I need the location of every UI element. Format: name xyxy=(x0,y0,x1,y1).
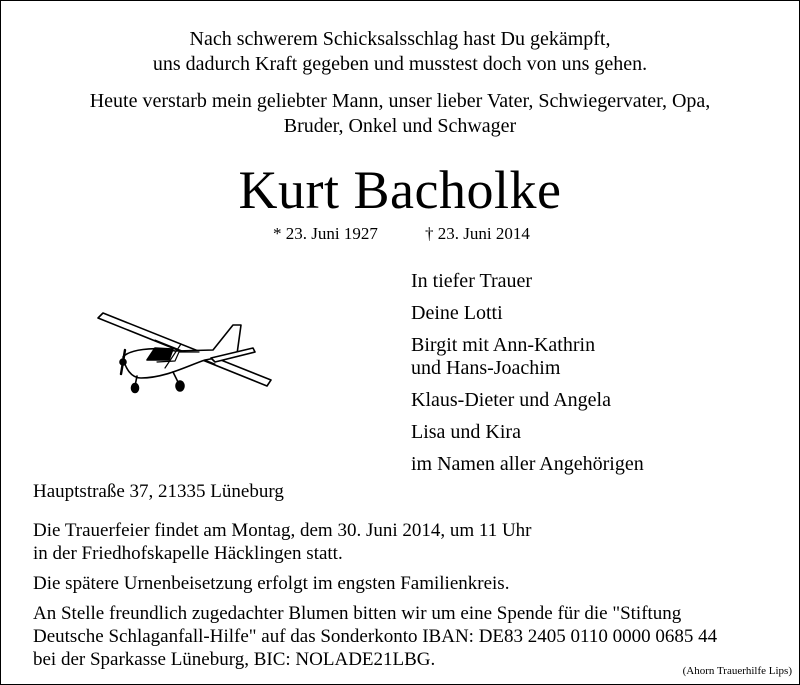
verse-line-2: uns dadurch Kraft gegeben und musstest doch von uns gehen. xyxy=(152,53,648,75)
mourner-line: Birgit mit Ann-Kathrin xyxy=(411,334,596,356)
mourner-item xyxy=(411,334,791,380)
mourner-line: In tiefer Trauer xyxy=(411,270,533,292)
airplane-icon xyxy=(95,304,275,396)
birth-date: * 23. Juni 1927 xyxy=(273,224,378,243)
mourner-item xyxy=(411,270,791,293)
mourner-line: Deine Lotti xyxy=(411,302,503,324)
mourner-item xyxy=(411,389,791,412)
mourners-list xyxy=(411,270,791,485)
ceremony-line-1: Die Trauerfeier findet am Montag, dem 30. Juni 2014, um 11 Uhr xyxy=(33,520,532,541)
announcement-line-1: Heute verstarb mein geliebter Mann, unser lieber Vater, Schwiegervater, Opa, xyxy=(89,90,711,112)
mourner-item xyxy=(411,453,791,476)
mourner-line: Klaus-Dieter und Angela xyxy=(411,389,611,411)
donation-line-3: bei der Sparkasse Lüneburg, BIC: NOLADE21LBG. xyxy=(33,649,436,670)
ceremony-notice xyxy=(33,519,532,565)
announcement-line-2: Bruder, Onkel und Schwager xyxy=(283,115,517,137)
mourner-item xyxy=(411,421,791,444)
address: Hauptstraße 37, 21335 Lüneburg xyxy=(33,481,284,502)
donation-line-1: An Stelle freundlich zugedachter Blumen bitten wir um eine Spende für die "Stiftung xyxy=(33,603,682,624)
donation-line-2: Deutsche Schlaganfall-Hilfe" auf das Sonderkonto IBAN: DE83 2405 0110 0000 0685 44 xyxy=(33,626,718,647)
deceased-name: Kurt Bacholke xyxy=(238,160,562,220)
mourner-line: Lisa und Kira xyxy=(411,421,521,443)
verse-line-1: Nach schwerem Schicksalsschlag hast Du gekämpft, xyxy=(189,28,611,50)
verse xyxy=(0,27,800,77)
death-date: † 23. Juni 2014 xyxy=(425,224,530,243)
ceremony-line-2: in der Friedhofskapelle Häcklingen statt. xyxy=(33,543,343,564)
mourner-line: und Hans-Joachim xyxy=(411,357,561,379)
urn-notice xyxy=(33,572,509,595)
urn-line: Die spätere Urnenbeisetzung erfolgt im engsten Familienkreis. xyxy=(33,573,510,594)
donation-notice xyxy=(33,602,717,671)
funeral-home-credit: (Ahorn Trauerhilfe Lips) xyxy=(682,665,792,677)
mourner-item xyxy=(411,302,791,325)
announcement xyxy=(0,89,800,139)
mourner-line: im Namen aller Angehörigen xyxy=(411,453,644,475)
